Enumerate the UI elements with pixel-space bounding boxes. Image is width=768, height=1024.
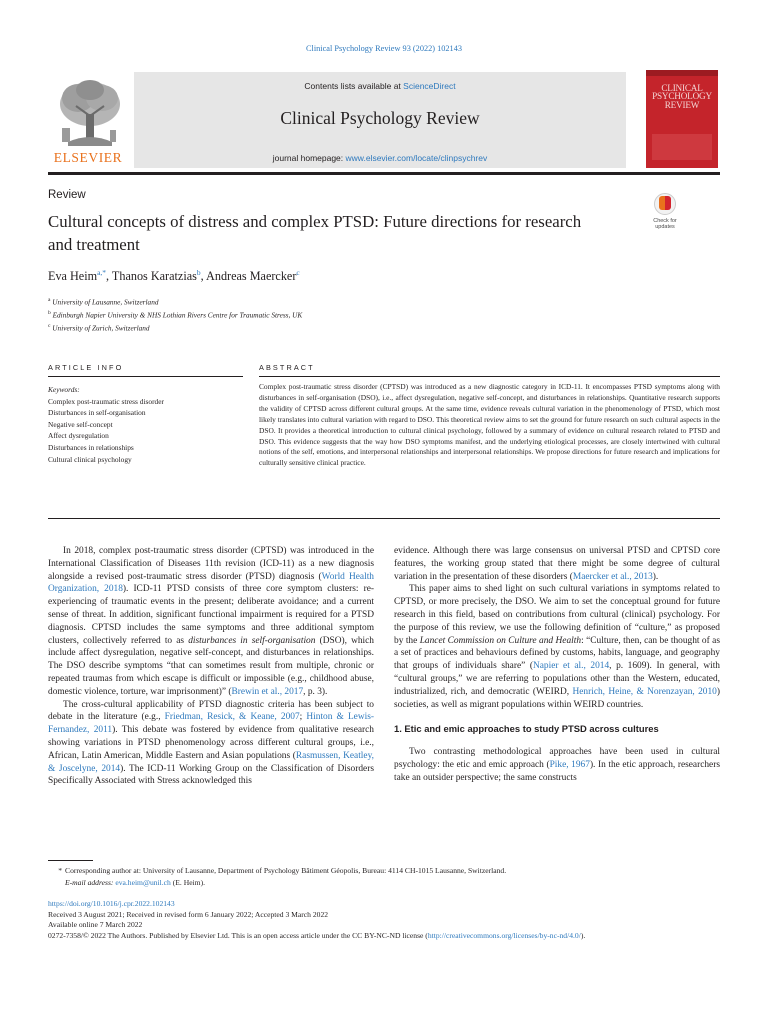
journal-cover-thumbnail[interactable] [646, 70, 718, 168]
check-for-updates-button[interactable] [646, 193, 684, 233]
check-for-updates-icon [654, 193, 676, 215]
email-link[interactable]: eva.heim@unil.ch [115, 878, 171, 887]
cover-strip [646, 70, 718, 76]
author-name[interactable]: Thanos Karatzias [111, 269, 197, 284]
body-paragraph: In 2018, complex post-traumatic stress disorder (CPTSD) was introduced in the International Classification of Diseases 11th revision (ICD-11) as a new diagnosis alongside a revised post-traumatic stress disorder (PTSD) diagnosis (World Health Organization, 2018). ICD-11 PTSD consists of three core symptom clusters: re-experiencing of traumatic events in the present; deliberate avoidance; and a current sense of threat. In addition, significant functional impairment is required for a PTSD diagnosis. CPTSD includes the same symptoms and three additional symptom clusters, collectively referred to as disturbances in self-organisation (DSO), which include affect dysregulation, negative self-concept, and disturbances in relationships. The DSO describe symptoms “that can sometimes result from multiple, chronic or repeated traumas from which escape is difficult or impossible (e.g., childhood abuse, domestic violence, torture, war imprisonment)” (Brewin et al., 2017, p. 3). [48, 546, 374, 697]
masthead-divider [48, 172, 720, 175]
abstract-heading-rule [259, 376, 720, 377]
cover-graphic [652, 134, 712, 160]
corresponding-author-footnote: * Corresponding author at: University of Lausanne, Department of Psychology Bâtiment Géopolis, Bureau: 4114 CH-1015 Lausanne, Switzerland. E-mail address: eva.heim@unil.ch (E. Heim). [48, 865, 720, 889]
reference-link[interactable]: Hinton & Lewis-Fernandez, 2011 [48, 712, 374, 736]
article-type: Review [48, 189, 86, 201]
journal-citation-link[interactable]: Clinical Psychology Review 93 (2022) 102143 [305, 44, 462, 53]
article-info-heading: ARTICLE INFO [48, 363, 124, 372]
keyword-item: Cultural clinical psychology [48, 454, 132, 464]
publisher-wordmark: ELSEVIER [53, 150, 123, 165]
license-link[interactable]: http://creativecommons.org/licenses/by-nc-nd/4.0/ [427, 930, 581, 940]
reference-link[interactable]: Henrich, Heine, & Norenzayan, 2010 [572, 686, 717, 697]
sciencedirect-link[interactable]: ScienceDirect [403, 81, 456, 91]
keyword-item: Disturbances in self-organisation [48, 408, 146, 418]
author-affil-marker[interactable]: c [296, 268, 300, 277]
reference-link[interactable]: World Health Organization, 2018 [48, 571, 374, 595]
affiliation-item: $^c$ University of Zurich, Switzerland [48, 323, 150, 333]
keyword-item: Negative self-concept [48, 419, 113, 429]
affiliations [48, 295, 302, 334]
publication-info [48, 899, 720, 941]
reference-link[interactable]: Napier et al., 2014 [532, 661, 610, 672]
journal-masthead [48, 70, 720, 174]
reference-link[interactable]: Maercker et al., 2013 [572, 571, 653, 582]
author-affil-marker[interactable]: b [196, 268, 201, 277]
affiliation-item: $^b$ Edinburgh Napier University & NHS Lothian Rivers Centre for Traumatic Stress, UK [48, 310, 303, 320]
check-for-updates-label: Check for updates [653, 218, 677, 230]
keywords-list [48, 384, 243, 465]
reference-link[interactable]: Brewin et al., 2017 [231, 686, 304, 697]
abstract-heading: ABSTRACT [259, 363, 315, 372]
cover-title: CLINICAL PSYCHOLOGY REVIEW [652, 83, 712, 110]
reference-link[interactable]: Friedman, Resick, & Keane, 2007 [164, 712, 300, 723]
info-heading-rule [48, 376, 243, 377]
keyword-item: Affect dysregulation [48, 431, 109, 441]
abstract-text: Complex post-traumatic stress disorder (CPTSD) was introduced as a new diagnostic category in ICD-11. It encompasses PTSD symptoms along with disturbances in self-organisation (DSO), i.e., affect dysregulation, negative self-concept, and disturbances in relationships. Quantitative research supports the validity of CPTSD across different cultural groups. At the same time, evidence reveals cultural variation in the phenomenology of PTSD, which most likely translates into cultural variation with regard to DSO. This theoretical review aims to set the ground for future research on such cultural aspects in the DSO. It provides a theoretical introduction to cultural clinical psychology, followed by a summary of evidence on cultural research related to PTSD and DSO. This evidence suggests that the way how DSO symptoms manifest, and the underlying etiological processes, are closely intertwined with cultural notions of the self, emotions, and interpersonal relationships and interpersonal relationships. We propose directions for future research and implications for culturally sensitive clinical practice. [259, 382, 720, 468]
license-statement: 0272-7358/© 2022 The Authors. Published by Elsevier Ltd. This is an open access article under the CC BY-NC-ND license (http://creativecommons.org/licenses/by-nc-nd/4.0/). [48, 930, 586, 940]
article-title: Cultural concepts of distress and complex PTSD: Future directions for research and treatment [48, 212, 582, 254]
reference-link[interactable]: Pike, 1967 [549, 759, 590, 770]
footnote-rule [48, 860, 93, 861]
article-history: Received 3 August 2021; Received in revised form 6 January 2022; Accepted 3 March 2022 [48, 909, 329, 919]
journal-header-band [134, 72, 626, 168]
keywords-label: Keywords: [48, 385, 80, 394]
journal-homepage-link[interactable]: www.elsevier.com/locate/clinpsychrev [345, 153, 488, 163]
author-affil-marker[interactable]: a,* [97, 268, 107, 277]
homepage-line: journal homepage: www.elsevier.com/locate/clinpsychrev [272, 153, 488, 163]
author-list: Eva Heim$^{a,*}$, Thanos Karatzias$^b$, Andreas Maercker$^c$ [48, 268, 300, 284]
contents-line: Contents lists available at ScienceDirect [304, 81, 456, 91]
keyword-item: Complex post-traumatic stress disorder [48, 396, 164, 406]
body-left-column [48, 545, 374, 788]
reference-link[interactable]: Rasmussen, Keatley, & Joscelyne, 2014 [48, 750, 374, 774]
author-name[interactable]: Eva Heim [48, 269, 98, 284]
section-heading: 1. Etic and emic approaches to study PTSD across cultures [394, 723, 659, 735]
body-paragraph: evidence. Although there was large consensus on universal PTSD and CPTSD core features, the working group stated that there might be some degree of cultural variation in the presentation of these disorders (Maercker et al., 2013). [394, 546, 720, 582]
body-right-column [394, 545, 720, 785]
available-online-date: Available online 7 March 2022 [48, 920, 143, 930]
body-paragraph: This paper aims to shed light on such cultural variations in symptoms related to CPTSD, or more precisely, the DSO. We aim to set the conceptual ground for future research in this field, based on contributions from cultural (clinical) psychology. For the purpose of this review, we use the following definition of “culture,” as proposed by the Lancet Commission on Culture and Health: “Culture, then, can be thought of as a set of practices and behaviours defined by customs, habits, language, and geography that groups of individuals share” (Napier et al., 2014, p. 1609). In general, with “cultural groups,” we are referring to populations other than the Western, educated, industrialized, rich, and democratic (WEIRD, Henrich, Heine, & Norenzayan, 2010) societies, as well as migrant populations within WEIRD countries. [394, 584, 720, 710]
footnote-marker: * [58, 866, 62, 875]
author-name[interactable]: Andreas Maercker [206, 269, 297, 284]
body-paragraph: The cross-cultural applicability of PTSD diagnostic criteria has been subject to debate in the literature (e.g., Friedman, Resick, & Keane, 2007; Hinton & Lewis-Fernandez, 2011). This debate was fostered by evidence from qualitative research showing variations in PTSD phenomenology across different cultural groups, i.e., African, Latin American, Middle Eastern and Asian populations (Rasmussen, Keatley, & Joscelyne, 2014). The ICD-11 Working Group on the Classification of Disorders Specifically Associated with Stress acknowledged this [48, 699, 374, 787]
affiliation-item: $^a$ University of Lausanne, Switzerland [48, 297, 159, 307]
doi-link[interactable]: https://doi.org/10.1016/j.cpr.2022.102143 [48, 899, 175, 908]
keyword-item: Disturbances in relationships [48, 442, 134, 452]
journal-title: Clinical Psychology Review [280, 108, 480, 128]
body-paragraph: Two contrasting methodological approaches have been used in cultural psychology: the etic and emic approach (Pike, 1967). In the etic approach, researchers take an outsider perspective; the same constructs [394, 747, 720, 783]
abstract-bottom-rule [48, 518, 720, 519]
